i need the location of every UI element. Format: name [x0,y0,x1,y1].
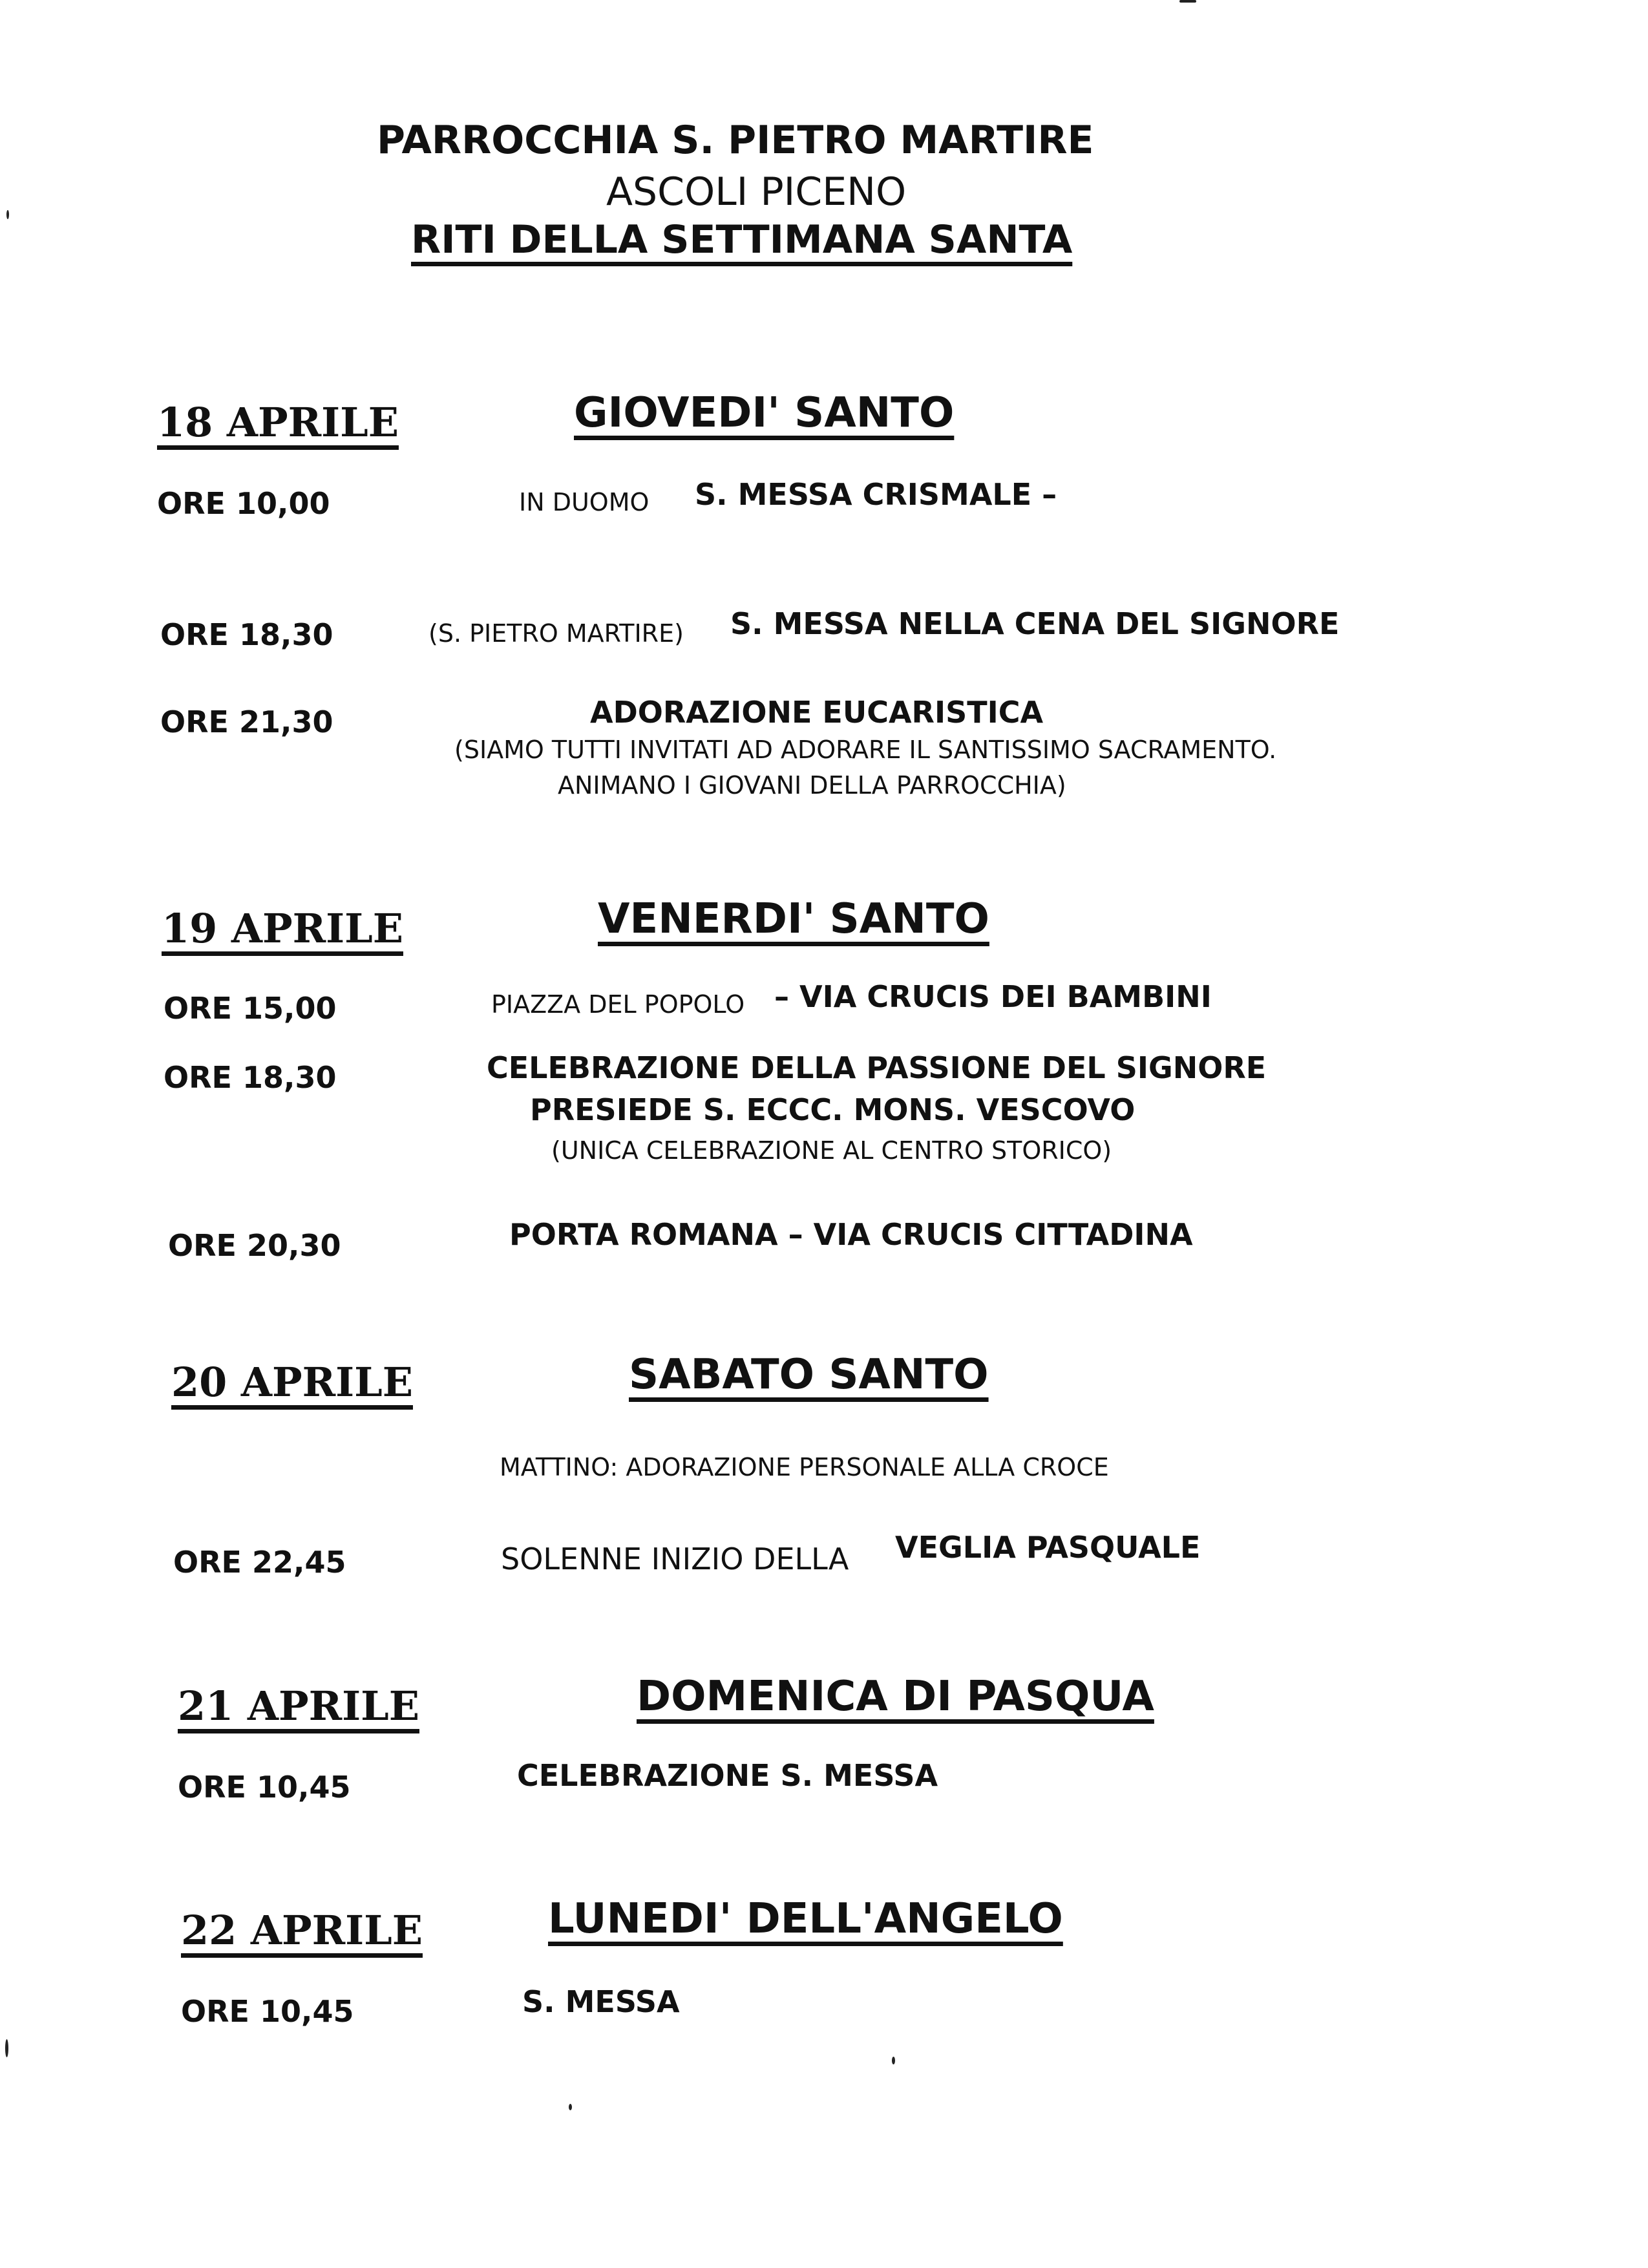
event-2-1-time: ORE 15,00 [164,991,337,1026]
scan-speck [1179,0,1196,3]
event-1-1-location: IN DUOMO [519,488,650,516]
day-1-name: GIOVEDI' SANTO [574,389,955,437]
event-2-2-time: ORE 18,30 [164,1060,337,1095]
event-2-1-location: PIAZZA DEL POPOLO [491,990,745,1019]
event-2-2-title: CELEBRAZIONE DELLA PASSIONE DEL SIGNORE [487,1050,1267,1085]
event-4-1-title: CELEBRAZIONE S. MESSA [517,1758,938,1793]
day-4-date: 21 APRILE [178,1682,419,1730]
day-3-date: 20 APRILE [171,1359,413,1406]
event-1-2-time: ORE 18,30 [160,617,333,652]
event-1-3-title: ADORAZIONE EUCARISTICA [590,695,1044,730]
event-1-3-note-line-2: ANIMANO I GIOVANI DELLA PARROCCHIA) [558,771,1066,800]
event-3-1-title: MATTINO: ADORAZIONE PERSONALE ALLA CROCE [500,1453,1109,1481]
event-3-2-time: ORE 22,45 [173,1545,346,1580]
event-5-1-title: S. MESSA [522,1984,680,2019]
event-2-1-title: – VIA CRUCIS DEI BAMBINI [774,979,1212,1014]
event-5-1-time: ORE 10,45 [181,1994,354,2029]
event-1-2-location: (S. PIETRO MARTIRE) [428,619,684,648]
event-1-3-time: ORE 21,30 [160,705,333,739]
day-2-name: VENERDI' SANTO [598,895,989,943]
scan-speck [569,2104,572,2110]
event-3-2-intro: SOLENNE INIZIO DELLA [501,1542,849,1576]
city-name: ASCOLI PICENO [606,169,907,215]
event-3-2-title: VEGLIA PASQUALE [895,1530,1201,1565]
event-1-2-title: S. MESSA NELLA CENA DEL SIGNORE [730,606,1340,641]
event-1-3-note-line-1: (SIAMO TUTTI INVITATI AD ADORARE IL SANTISSIMO SACRAMENTO. [454,736,1277,764]
day-5-name: LUNEDI' DELL'ANGELO [548,1895,1063,1943]
event-2-3-title: PORTA ROMANA – VIA CRUCIS CITTADINA [509,1217,1193,1252]
scan-speck [5,2039,8,2057]
day-3-name: SABATO SANTO [629,1351,989,1399]
event-1-1-title: S. MESSA CRISMALE – [695,477,1057,512]
event-4-1-time: ORE 10,45 [178,1770,351,1805]
day-1-date: 18 APRILE [157,399,399,446]
event-2-2-note: (UNICA CELEBRAZIONE AL CENTRO STORICO) [551,1136,1112,1165]
day-5-date: 22 APRILE [181,1907,423,1954]
document-subtitle: RITI DELLA SETTIMANA SANTA [411,217,1073,262]
event-1-1-time: ORE 10,00 [157,486,330,521]
day-2-date: 19 APRILE [162,905,403,952]
event-2-3-time: ORE 20,30 [168,1228,341,1263]
scan-speck [892,2057,895,2064]
day-4-name: DOMENICA DI PASQUA [637,1673,1154,1721]
parish-name: PARROCCHIA S. PIETRO MARTIRE [377,118,1094,163]
scan-speck [6,210,9,219]
event-2-2-presider: PRESIEDE S. ECCC. MONS. VESCOVO [530,1092,1136,1127]
